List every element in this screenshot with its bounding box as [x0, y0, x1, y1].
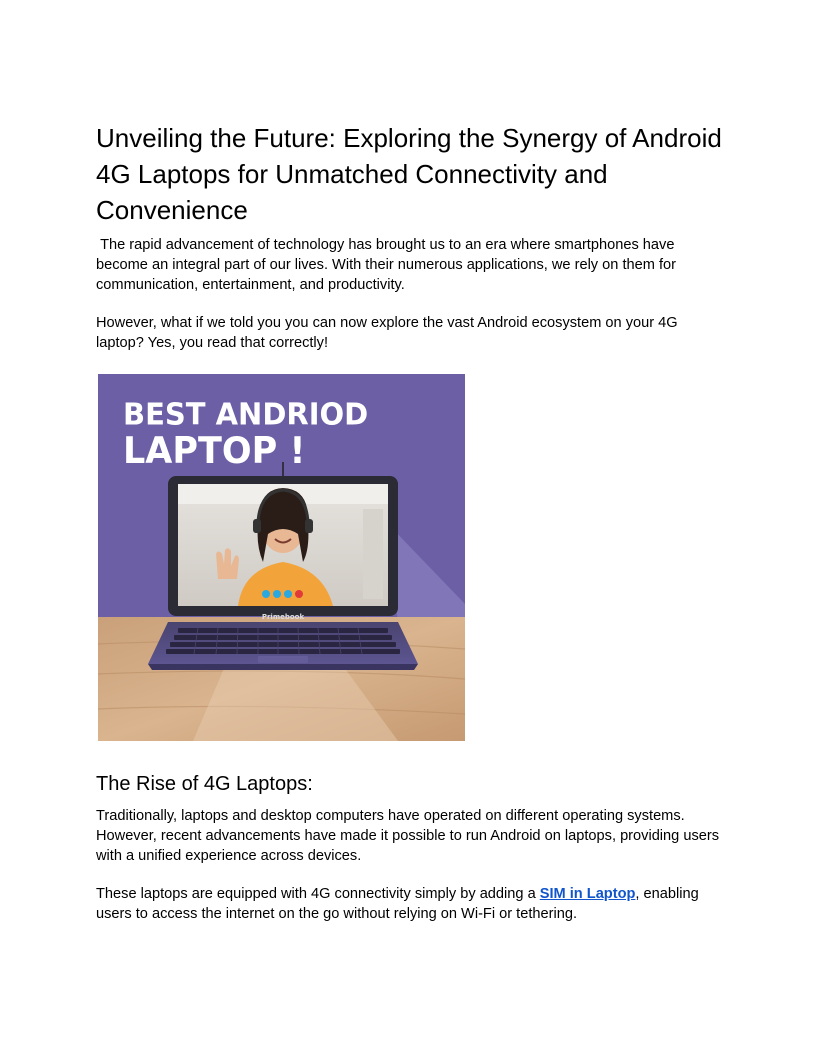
document-title: Unveiling the Future: Exploring the Synergy of Android 4G Laptops for Unmatched Connectivity and Convenience [96, 123, 722, 225]
laptop-brand: Primebook [261, 613, 305, 621]
link-paragraph [96, 884, 720, 924]
section-heading: The Rise of 4G Laptops: [96, 773, 313, 795]
intro-paragraph: The rapid advancement of technology has brought us to an era where smartphones have become an integral part of our lives. With their numerous applications, we rely on them for communication, entertainment, and productivity. [96, 237, 681, 293]
question-paragraph: However, what if we told you you can now explore the vast Android ecosystem on your 4G laptop? Yes, you read that correctly! [96, 315, 678, 351]
link-paragraph-before: These laptops are equipped with 4G connectivity simply by adding a [96, 886, 540, 902]
hero-headline-line2: LAPTOP ! [123, 430, 306, 473]
link-paragraph-after: , enabling users to access the internet on the go without relying on Wi-Fi or tethering. [96, 886, 699, 922]
sim-in-laptop-link[interactable]: SIM in Laptop [539, 886, 636, 902]
hero-image [98, 374, 465, 741]
hero-headline-line1: BEST ANDRIOD [123, 396, 369, 433]
section-paragraph: Traditionally, laptops and desktop computers have operated on different operating systems. However, recent advancements have made it possible to run Android on laptops, providing users with a unified experience across devices. [96, 808, 720, 864]
